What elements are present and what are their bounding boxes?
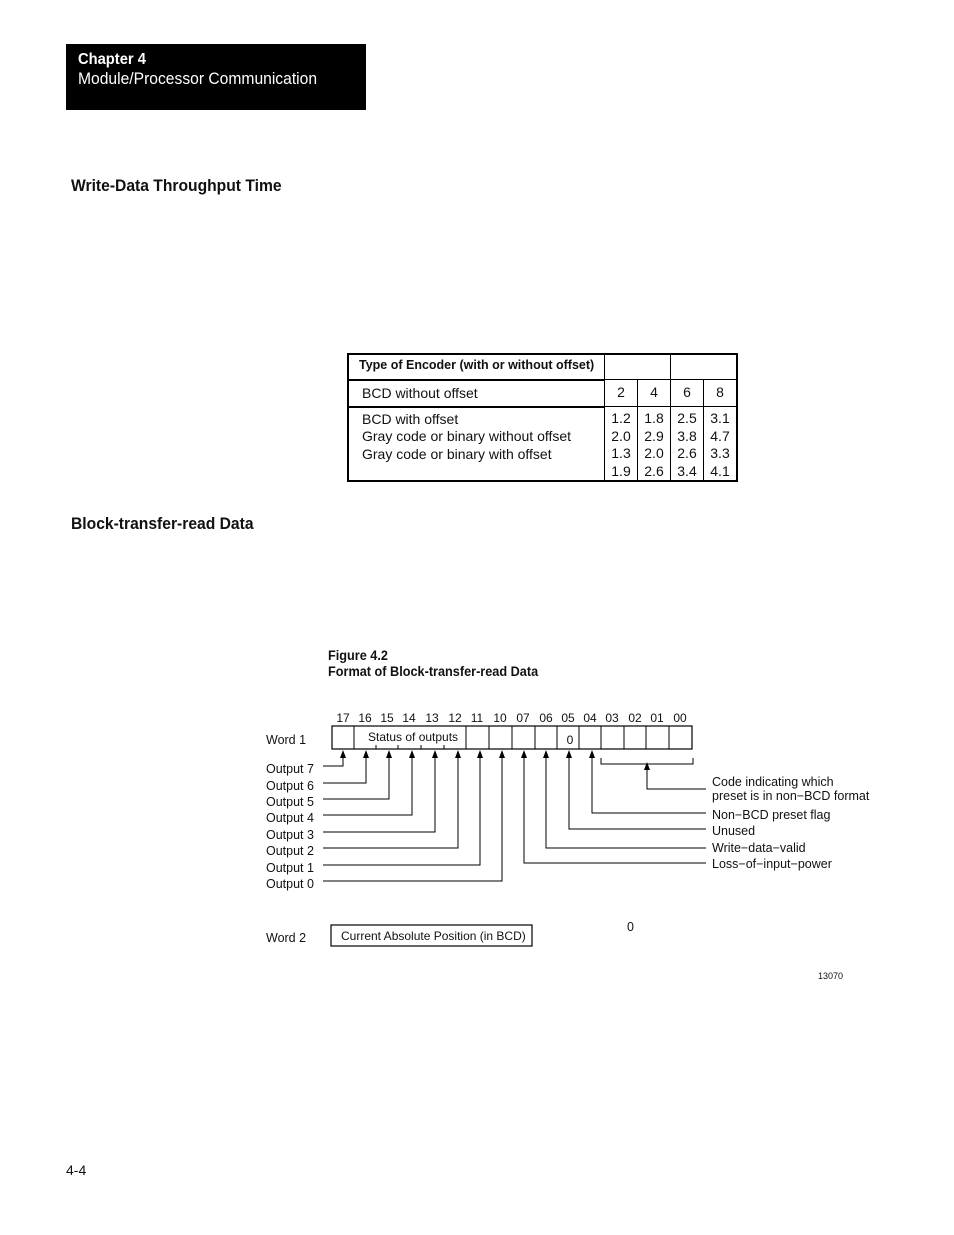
table-cell: 2 bbox=[605, 380, 638, 407]
output-arrowhead bbox=[455, 750, 461, 758]
heading-write-data-throughput: Write-Data Throughput Time bbox=[71, 176, 282, 195]
right-arrowheads bbox=[521, 750, 650, 770]
chapter-title: Module/Processor Communication bbox=[78, 69, 318, 88]
bit-label: 14 bbox=[402, 711, 416, 725]
output-arrowhead bbox=[477, 750, 483, 758]
output-arrowhead bbox=[340, 750, 346, 758]
bit-label: 05 bbox=[561, 711, 575, 725]
row-label-bcd-without-offset: BCD without offset bbox=[348, 380, 605, 407]
figure-id: 13070 bbox=[818, 971, 844, 981]
output-arrowhead bbox=[409, 750, 415, 758]
row-label: Gray code or binary with offset bbox=[362, 445, 552, 462]
output-leader bbox=[323, 757, 343, 766]
bit-label: 15 bbox=[380, 711, 394, 725]
bit-label: 17 bbox=[336, 711, 350, 725]
bit-label: 01 bbox=[650, 711, 664, 725]
bit-label: 07 bbox=[516, 711, 530, 725]
output-arrowhead bbox=[499, 750, 505, 758]
page-number: 4-4 bbox=[66, 1162, 87, 1178]
bit-label: 16 bbox=[358, 711, 372, 725]
output-leader bbox=[323, 757, 389, 799]
status-of-outputs-label: Status of outputs bbox=[368, 730, 459, 744]
table-cell: 4 bbox=[638, 380, 671, 407]
unused-label: Unused bbox=[712, 824, 756, 838]
output-arrowhead bbox=[363, 750, 369, 758]
bit-descriptions bbox=[712, 775, 870, 871]
loss-of-input-power-label: Loss−of−input−power bbox=[712, 857, 832, 871]
output-leader bbox=[323, 757, 366, 783]
heading-block-transfer-read-data: Block-transfer-read Data bbox=[71, 514, 254, 533]
value-column: 2.5 3.8 2.6 3.4 bbox=[671, 407, 704, 482]
row-label: Gray code or binary without offset bbox=[362, 428, 572, 444]
figure-caption: Format of Block-transfer-read Data bbox=[328, 664, 539, 679]
word2-box-label: Current Absolute Position (in BCD) bbox=[341, 929, 526, 943]
stray-zero: 0 bbox=[627, 920, 634, 934]
value-column: 1.2 2.0 1.3 1.9 bbox=[605, 407, 638, 482]
output-label: Output 2 bbox=[266, 844, 314, 858]
output-labels bbox=[266, 762, 314, 891]
word2-label: Word 2 bbox=[266, 931, 307, 945]
output-leader bbox=[323, 757, 480, 865]
bit-label: 10 bbox=[493, 711, 507, 725]
code-indicator-line1: Code indicating which bbox=[712, 775, 834, 789]
output-arrowheads bbox=[340, 750, 505, 758]
non-bcd-preset-flag-label: Non−BCD preset flag bbox=[712, 808, 831, 822]
bit-label: 03 bbox=[605, 711, 619, 725]
output-leader bbox=[323, 757, 458, 848]
bit-label: 06 bbox=[539, 711, 553, 725]
bit-label: 12 bbox=[448, 711, 462, 725]
chapter-number: Chapter 4 bbox=[78, 51, 146, 68]
bit-label: 04 bbox=[583, 711, 597, 725]
code-indicator-line2: preset is in non−BCD format bbox=[712, 789, 870, 803]
right-leader-lines bbox=[524, 757, 706, 863]
output-label: Output 6 bbox=[266, 779, 314, 793]
output-label: Output 4 bbox=[266, 811, 314, 825]
unused-bit-value: 0 bbox=[566, 733, 574, 747]
output-label: Output 5 bbox=[266, 795, 314, 809]
word1-label: Word 1 bbox=[266, 733, 307, 747]
value-column: 3.1 4.7 3.3 4.1 bbox=[704, 407, 738, 482]
output-label: Output 7 bbox=[266, 762, 314, 776]
output-arrowhead bbox=[432, 750, 438, 758]
bit-label: 00 bbox=[673, 711, 687, 725]
bit-labels bbox=[336, 711, 687, 725]
output-leader-lines bbox=[323, 757, 502, 881]
output-arrowhead bbox=[386, 750, 392, 758]
figure-number: Figure 4.2 bbox=[328, 648, 388, 663]
bit-label: 13 bbox=[425, 711, 439, 725]
output-label: Output 1 bbox=[266, 861, 314, 875]
bit-label: 11 bbox=[470, 711, 484, 725]
table-cell: 6 bbox=[671, 380, 704, 407]
table-cell: 8 bbox=[704, 380, 738, 407]
row-label: BCD with offset bbox=[362, 410, 459, 427]
value-column: 1.8 2.9 2.0 2.6 bbox=[638, 407, 671, 482]
write-data-valid-label: Write−data−valid bbox=[712, 841, 806, 855]
bit-label: 02 bbox=[628, 711, 642, 725]
output-label: Output 3 bbox=[266, 828, 314, 842]
table-header: Type of Encoder (with or without offset) bbox=[348, 354, 605, 380]
output-leader bbox=[323, 757, 435, 832]
output-label: Output 0 bbox=[266, 877, 314, 891]
